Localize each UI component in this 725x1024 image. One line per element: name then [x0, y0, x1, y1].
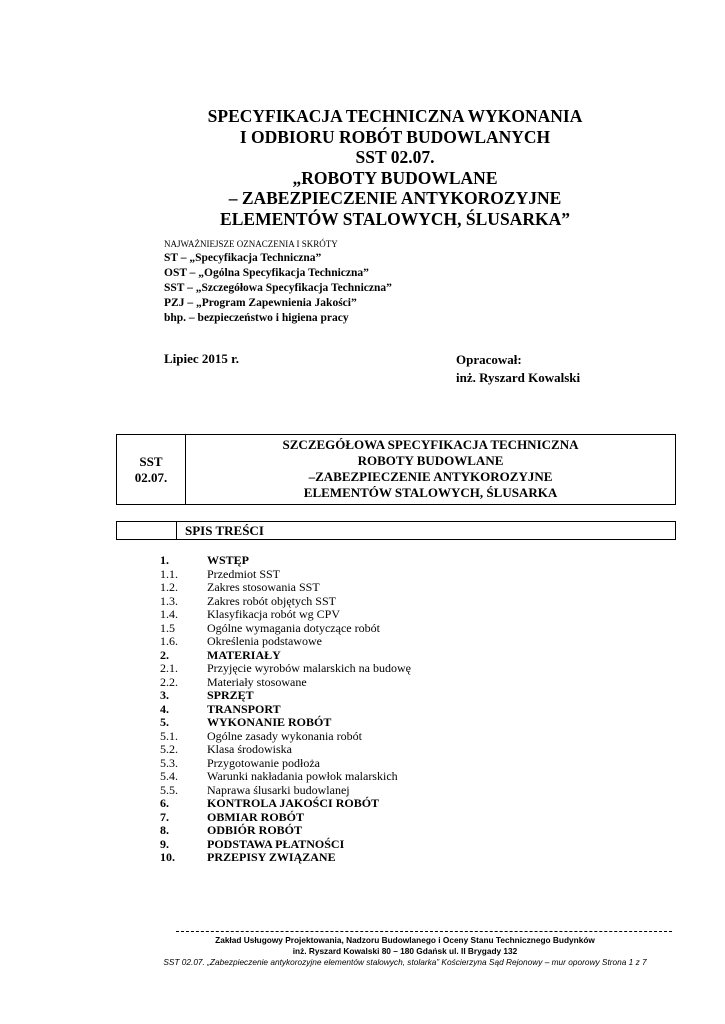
toc-item-label: MATERIAŁY [207, 647, 281, 662]
abbreviation-item: PZJ – „Program Zapewnienia Jakości” [164, 297, 357, 309]
spec-header-table [116, 434, 676, 505]
toc-item-number: 5.1. [160, 728, 178, 743]
spec-description-line: SZCZEGÓŁOWA SPECYFIKACJA TECHNICZNA [282, 437, 579, 452]
document-title [150, 106, 640, 229]
toc-item-label: WYKONANIE ROBÓT [207, 715, 332, 729]
toc-item-label: ODBIÓR ROBÓT [207, 823, 303, 837]
title-line: – ZABEZPIECZENIE ANTYKOROZYJNE [228, 188, 562, 208]
toc-item-label: Klasyfikacja robót wg CPV [207, 607, 340, 621]
toc-item-number: 1.4. [160, 607, 178, 621]
spec-description-line: ROBOTY BUDOWLANE [357, 453, 504, 468]
toc-item-number: 2.1. [160, 661, 178, 675]
toc-item-label: KONTROLA JAKOŚCI ROBÓT [207, 796, 380, 810]
toc-heading: SPIS TREŚCI [177, 522, 676, 540]
toc-item-label: Zakres robót objętych SST [207, 593, 336, 608]
toc-item-number: 9. [160, 836, 169, 851]
document-date: Lipiec 2015 r. [164, 351, 239, 366]
toc-item-label: Warunki nakładania powłok malarskich [207, 769, 398, 783]
toc-item-number: 8. [160, 823, 169, 837]
footer-divider [176, 931, 672, 932]
title-line: SST 02.07. [355, 147, 435, 167]
footer-address: inż. Ryszard Kowalski 80 – 180 Gdańsk ul. II Brygady 132 [292, 946, 518, 956]
toc-item-number: 1.2. [160, 580, 178, 594]
toc-item-number: 5.5. [160, 782, 178, 797]
toc-item-label: Zakres stosowania SST [207, 580, 320, 594]
spec-description-cell [186, 435, 676, 505]
toc-item-label: Materiały stosowane [207, 674, 307, 689]
spec-code-line: 02.07. [134, 469, 168, 485]
title-line: ELEMENTÓW STALOWYCH, ŚLUSARKA” [220, 208, 570, 229]
toc-item-number: 2.2. [160, 674, 178, 689]
toc-item-number: 1.3. [160, 593, 178, 608]
toc-item-number: 6. [160, 796, 169, 810]
toc-item-number: 1.1. [160, 566, 178, 581]
abbreviations-section [164, 238, 392, 326]
spec-description-line: ELEMENTÓW STALOWYCH, ŚLUSARKA [303, 485, 558, 500]
spec-code-cell [117, 435, 186, 505]
abbreviations-heading: NAJWAŻNIEJSZE OZNACZENIA I SKRÓTY [164, 239, 338, 249]
toc-item-label: Klasa środowiska [207, 742, 292, 756]
toc-item-label: WSTĘP [207, 553, 250, 567]
toc-item-number: 5.4. [160, 769, 178, 783]
toc-item-label: Określenia podstawowe [207, 634, 322, 648]
toc-item-number: 1.5 [160, 620, 175, 635]
toc-item-label: Przedmiot SST [207, 566, 281, 581]
toc-item-number: 7. [160, 809, 169, 824]
author-block [456, 351, 580, 387]
toc-item-label: Przyjęcie wyrobów malarskich na budowę [207, 661, 411, 675]
spec-description-line: –ZABEZPIECZENIE ANTYKOROZYJNE [308, 469, 553, 484]
abbreviation-item: SST – „Szczegółowa Specyfikacja Techniczna” [164, 282, 392, 294]
toc-item-label: PODSTAWA PŁATNOŚCI [207, 836, 345, 851]
page-footer [150, 935, 660, 968]
title-line: SPECYFIKACJA TECHNICZNA WYKONANIA [207, 106, 583, 126]
toc-item-number: 5.2. [160, 742, 178, 756]
footer-document-info: SST 02.07. „Zabezpieczenie antykorozyjne elementów stalowych, stolarka” Kościerzyna Sąd Rejonowy – mur oporowy Strona 1 z 7 [163, 957, 647, 967]
toc-item-number: 5.3. [160, 755, 178, 770]
toc-item-label: Naprawa ślusarki budowlanej [207, 782, 350, 797]
author-name: inż. Ryszard Kowalski [456, 370, 581, 385]
toc-item-number: 10. [160, 850, 175, 864]
toc-item-label: TRANSPORT [207, 701, 281, 716]
toc-item-label: SPRZĘT [207, 688, 254, 702]
title-line: I ODBIORU ROBÓT BUDOWLANYCH [239, 126, 551, 147]
title-line: „ROBOTY BUDOWLANE [292, 167, 498, 188]
abbreviation-item: OST – „Ogólna Specyfikacja Techniczna” [164, 267, 369, 279]
toc-item-number: 4. [160, 701, 169, 716]
toc-item-label: Ogólne zasady wykonania robót [207, 728, 362, 743]
toc-item-number: 2. [160, 647, 169, 662]
abbreviation-item: bhp. – bezpieczeństwo i higiena pracy [164, 312, 349, 324]
toc-item-number: 5. [160, 715, 169, 729]
spec-code-line: SST [139, 453, 163, 469]
toc-heading-blank-cell [117, 522, 177, 540]
toc-item-label: Ogólne wymagania dotyczące robót [207, 620, 380, 635]
toc-item-number: 3. [160, 688, 169, 702]
footer-company: Zakład Usługowy Projektowania, Nadzoru Budowlanego i Oceny Stanu Technicznego Budynków [215, 935, 595, 945]
toc-item-label: OBMIAR ROBÓT [207, 809, 305, 824]
abbreviation-item: ST – „Specyfikacja Techniczna” [164, 252, 322, 264]
toc-item-label: PRZEPISY ZWIĄZANE [207, 850, 336, 864]
toc-item-number: 1.6. [160, 634, 178, 648]
author-label: Opracował: [456, 352, 522, 367]
toc-item-number: 1. [160, 553, 169, 567]
toc-item-label: Przygotowanie podłoża [207, 755, 320, 770]
toc-heading-table [116, 521, 676, 540]
